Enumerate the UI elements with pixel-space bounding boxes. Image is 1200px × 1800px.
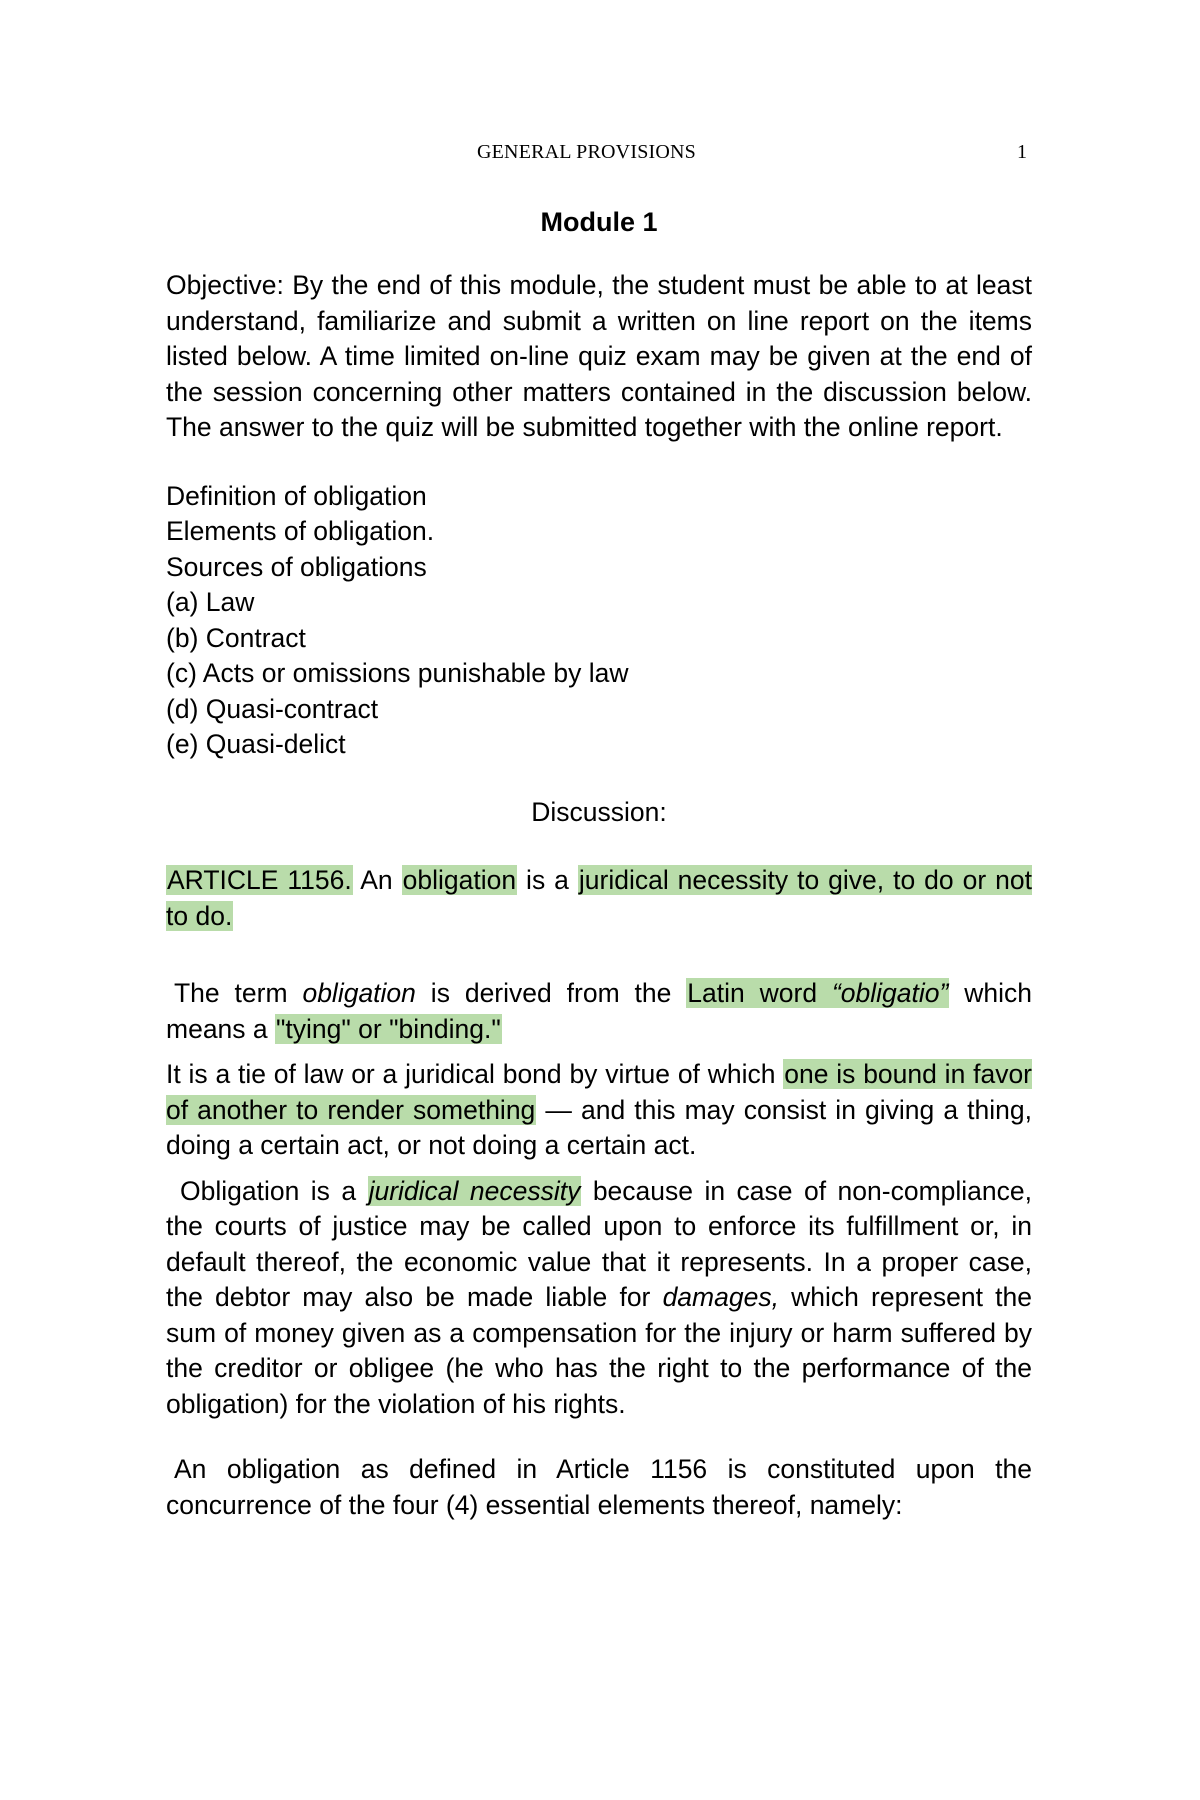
juridical-necessity-highlight: juridical necessity xyxy=(368,1175,581,1206)
module-title: Module 1 xyxy=(540,207,658,237)
obligation-italic-term: obligation xyxy=(302,978,416,1008)
paragraph-text: because in case of non-compliance, the courts of justice may be called upon to enforce its fulfillment or, in default thereof, the economic value that it represents. In a proper case, the debtor may also be made liable for xyxy=(166,1175,1032,1312)
article-label-highlight: ARTICLE 1156. xyxy=(167,865,352,895)
objective-paragraph: Objective: By the end of this module, the student must be able to at least understand, familiarize and submit a written on line report on the items listed below. A time limited on-line quiz exam may be given at the end of the session concerning other matters contained in the discussion below. The answer to the quiz will be submitted together with the online report. xyxy=(166,270,1032,442)
definition-highlight: juridical necessity to give, to do or not to do. xyxy=(166,865,1032,931)
topic-list xyxy=(166,479,1032,763)
paragraph-text: Obligation is a xyxy=(180,1175,368,1206)
tie-of-law-paragraph xyxy=(166,1057,1032,1164)
bound-in-favor-highlight: one is bound in favor of another to render something xyxy=(166,1059,1033,1125)
topic-item: (c) Acts or omissions punishable by law xyxy=(166,658,629,688)
topic-item: (d) Quasi-contract xyxy=(166,693,379,724)
document-body xyxy=(166,202,1032,1533)
paragraph-text: which represent the sum of money given as a compensation for the injury or harm suffered by the creditor or obligee (he who has the right to the performance of the obligation) for the violation of his rights. xyxy=(166,1282,1032,1419)
paragraph-text: which means a xyxy=(166,978,1032,1044)
page-number: 1 xyxy=(1017,141,1027,163)
article-1156-paragraph xyxy=(166,863,1032,934)
article-text: is a xyxy=(517,865,578,895)
tying-binding-highlight: "tying" or "binding." xyxy=(276,1013,501,1044)
discussion-heading: Discussion: xyxy=(531,796,667,827)
topic-item: (b) Contract xyxy=(166,622,306,653)
paragraph-text: It is a tie of law or a juridical bond by virtue of which xyxy=(166,1059,784,1089)
running-header xyxy=(0,141,1200,171)
topic-item: Sources of obligations xyxy=(166,551,427,582)
damages-italic-term: damages, xyxy=(662,1282,779,1312)
latin-word-highlight xyxy=(686,978,949,1008)
topic-item: Elements of obligation. xyxy=(166,516,435,546)
topic-item: (e) Quasi-delict xyxy=(166,729,346,759)
header-title: GENERAL PROVISIONS xyxy=(477,141,696,163)
highlight-text: Latin word xyxy=(687,978,832,1008)
paragraph-text: — and this may consist in giving a thing, doing a certain act, or not doing a certain act. xyxy=(166,1094,1032,1160)
essential-elements-paragraph: An obligation as defined in Article 1156 is constituted upon the concurrence of the four (4) essential elements thereof, namely: xyxy=(166,1454,1032,1520)
topic-item: (a) Law xyxy=(166,587,255,617)
topic-item: Definition of obligation xyxy=(166,480,427,511)
obligation-term-highlight: obligation xyxy=(402,865,517,895)
article-text: An xyxy=(352,865,402,895)
paragraph-text: The term xyxy=(174,978,303,1008)
paragraph-text: is derived from the xyxy=(415,978,687,1008)
obligatio-italic: “obligatio” xyxy=(831,978,949,1008)
etymology-paragraph xyxy=(166,976,1032,1047)
juridical-necessity-paragraph xyxy=(166,1174,1032,1423)
